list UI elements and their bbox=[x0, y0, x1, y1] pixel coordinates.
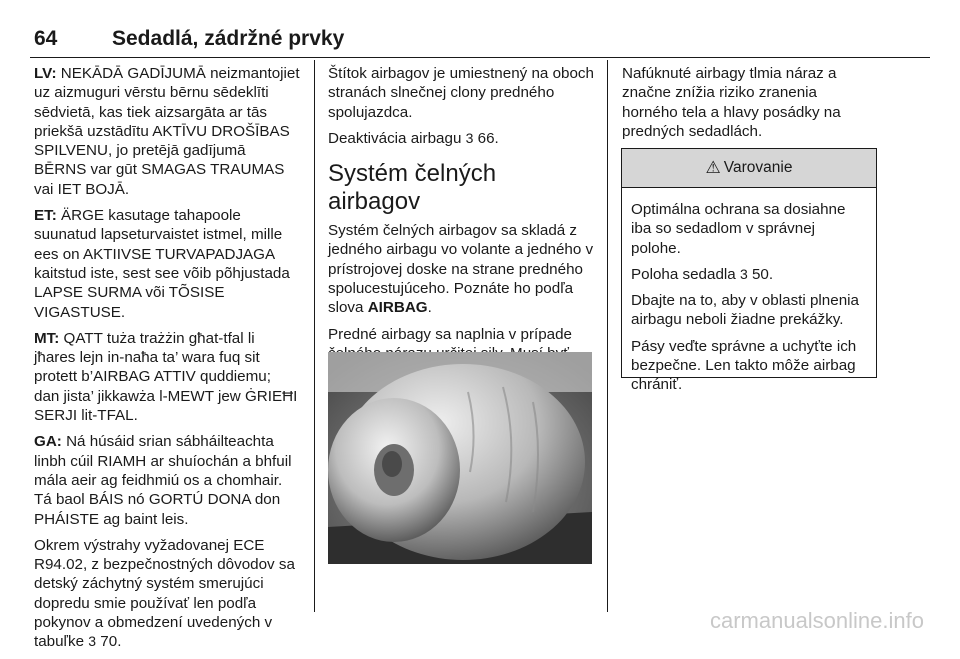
page-header bbox=[0, 0, 960, 58]
text-seat-position: Poloha sedadla bbox=[631, 265, 736, 283]
airbag-illustration bbox=[328, 352, 592, 564]
warning-triangle-icon: ⚠ bbox=[705, 158, 721, 177]
text-deactivation: Deaktivácia airbagu bbox=[328, 129, 462, 147]
paragraph-label: Štítok airbagov je umiestnený na oboch stranách slnečnej clony predného spolujazdca. bbox=[328, 65, 594, 121]
warning-header bbox=[622, 149, 876, 188]
page-number: 64 bbox=[34, 27, 58, 50]
link-page-50[interactable]: 50. bbox=[751, 265, 774, 283]
lang-label-ga: GA: bbox=[34, 433, 62, 451]
text-ece: Okrem výstrahy vyžadovanej ECE R94.02, z bezpečnostných dôvodov sa detský záchytný systém smerujúci dopredu smie používať len podľa pokynov a obmedzení uvedených v tabuľke bbox=[34, 536, 295, 651]
warning-p4: Pásy veďte správne a uchyťte ich bezpečne. Len takto môže airbag chrániť. bbox=[631, 337, 857, 394]
paragraph-system bbox=[328, 221, 594, 317]
watermark: carmanualsonline.info bbox=[709, 608, 924, 633]
warning-box bbox=[621, 148, 877, 394]
airbag-photo bbox=[328, 352, 592, 564]
text-lv: NEKĀDĀ GADĪJUMĀ neizmantojiet uz aizmuguri vērstu bērnu sēdeklīti sēdvietā, kas tiek aizsargāta ar tās priekšā uzstādītu AKTĪVU DROŠĪBAS SPILVENU, jo pretējā gadījumā BĒRNS var gūt SMAGAS TRAUMAS vai IET BOJĀ. bbox=[34, 65, 300, 198]
paragraph-intro: Nafúknuté airbagy tlmia náraz a značne znížia riziko zranenia horného tela a hlavy posádky na predných sedadlách. bbox=[622, 65, 841, 140]
lang-label-lv: LV: bbox=[34, 65, 57, 82]
warning-p3: Dbajte na to, aby v oblasti plnenia airbagu neboli žiadne prekážky. bbox=[631, 292, 859, 329]
paragraph-deactivation bbox=[328, 129, 594, 148]
column-divider-1 bbox=[314, 60, 315, 612]
section-heading: Systém čelných airbagov bbox=[328, 160, 497, 216]
triangle-arrow-icon: 3 bbox=[88, 633, 97, 650]
paragraph-ece bbox=[34, 536, 300, 652]
column-middle bbox=[328, 64, 594, 390]
paragraph-mt bbox=[34, 329, 300, 425]
column-divider-2 bbox=[607, 60, 608, 612]
paragraph-et bbox=[34, 206, 300, 322]
warning-p2 bbox=[631, 265, 867, 284]
keyword-airbag: AIRBAG bbox=[367, 299, 428, 317]
warning-body bbox=[622, 188, 876, 395]
text-period: . bbox=[427, 299, 432, 317]
lang-label-mt: MT: bbox=[34, 329, 60, 347]
link-page-70[interactable]: 70. bbox=[100, 633, 122, 651]
triangle-arrow-icon: 3 bbox=[739, 265, 748, 282]
text-ga: Ná húsáid srian sábháilteachta linbh cúil RIAMH ar shuíochán a bhfuil mála aeir ag feidhmiú os a chomhair. Tá baol BÁIS nó GORTÚ DONA don PHÁISTE ag baint leis. bbox=[34, 433, 292, 528]
column-left bbox=[34, 64, 300, 659]
header-divider bbox=[30, 57, 930, 58]
link-page-66[interactable]: 66. bbox=[477, 129, 499, 147]
page-title: Sedadlá, zádržné prvky bbox=[112, 27, 345, 50]
paragraph-inflate: Predné airbagy sa naplnia v prípade bbox=[328, 325, 573, 343]
text-system: Systém čelných airbagov sa skladá z jedného airbagu vo volante a jedného v prístrojovej doske na strane predného spolucestujúceho. Poznáte ho podľa slova bbox=[328, 222, 594, 317]
warning-p1: Optimálna ochrana sa dosiahne iba so sedadlom v správnej polohe. bbox=[631, 201, 846, 257]
column-right bbox=[622, 64, 876, 148]
triangle-arrow-icon: 3 bbox=[465, 129, 474, 146]
text-et: ÄRGE kasutage tahapoole suunatud lapseturvaistet istmel, mille ees on AKTIIVSE TURVAPADJAGA kaitstud iste, sest see võib põhjustada LAPSE SURMA või TÕSISE VIGASTUSE. bbox=[34, 207, 290, 321]
driver-airbag-hub bbox=[382, 451, 402, 477]
paragraph-ga bbox=[34, 432, 300, 528]
warning-title: Varovanie bbox=[723, 159, 793, 176]
lang-label-et: ET: bbox=[34, 207, 57, 225]
paragraph-lv bbox=[34, 64, 300, 199]
text-mt: QATT tuża trażżin għat-tfal li jħares lejn in-naħa ta’ wara fuq sit protett b’AIRBAG ATTIV quddiemu; dan jista’ jikkawża l-MEWT jew ĠRIEĦI SERJI lit-TFAL. bbox=[34, 329, 298, 425]
